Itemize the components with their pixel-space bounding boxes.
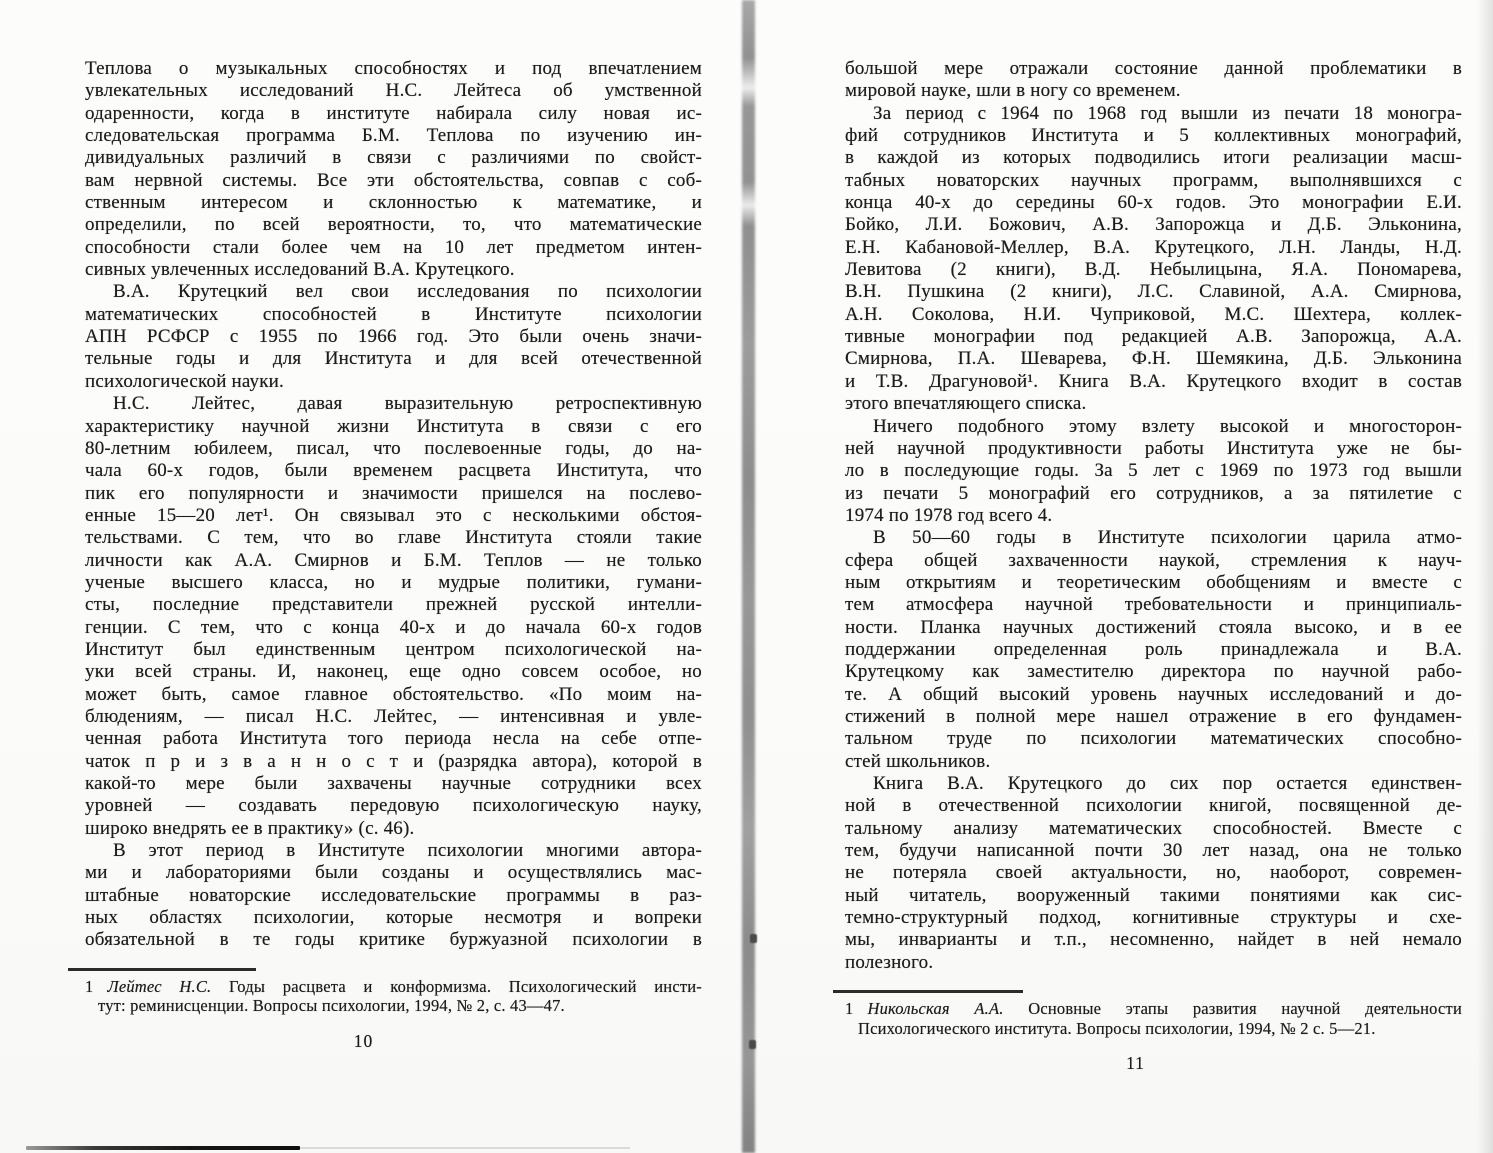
text-line: В этот период в Институте психологии многими автора-: [113, 840, 702, 862]
text-line: темно-структурный подход, когнитивные структуры и схе-: [845, 907, 1462, 929]
text-line: тельствами. С тем, что во главе Института стояли такие: [85, 527, 702, 549]
ink-speck: [749, 1040, 756, 1049]
text-line: и Т.В. Драгуновой¹. Книга В.А. Крутецкого входит в состав: [845, 370, 1462, 392]
text-line: личности как А.А. Смирнов и Б.М. Теплов — не только: [85, 549, 702, 571]
text-line: чала 60-х годов, были временем расцвета Института, что: [85, 460, 702, 482]
page-right-body: [845, 58, 1462, 974]
text-line: генции. С тем, что с конца 40-х и до начала 60-х годов: [85, 616, 702, 638]
footnote-author: Никольская А.А.: [867, 999, 1004, 1019]
text-line: ности. Планка научных достижений стояла высоко, и в ее: [845, 616, 1462, 638]
text-line: ственным интересом и склонностью к математике, и: [85, 192, 702, 214]
text-line: ный читатель, вооруженный такими понятиями как сис-: [845, 884, 1462, 906]
text-line: ной в отечественной психологии книгой, посвященной де-: [845, 795, 1462, 817]
text-line: дивидуальных различий в связи с различиями по свойст-: [85, 147, 702, 169]
text-line: ченная работа Института того периода несла на себе отпе-: [85, 728, 702, 750]
text-line: Смирнова, П.А. Шеварева, Ф.Н. Шемякина, Д.Б. Эльконина: [845, 348, 1462, 370]
text-line: В.А. Крутецкий вел свои исследования по психологии: [113, 281, 702, 303]
footnote-marker: 1: [85, 976, 94, 996]
footnote-author: Лейтес Н.С.: [107, 976, 212, 996]
text-line: следовательская программа Б.М. Теплова по изучению ин-: [85, 125, 702, 147]
text-line: чаток п р и з в а н н о с т и (разрядка автора), которой в: [85, 750, 702, 772]
text-line: сивных увлеченных исследований В.А. Крутецкого.: [85, 259, 515, 281]
text-line: блюдениям, — писал Н.С. Лейтес, — интенсивная и увле-: [85, 705, 702, 727]
text-line: сты, последние представители прежней русской интелли-: [85, 594, 702, 616]
footnote-line: [845, 999, 1462, 1019]
text-line: ученые высшего класса, но и мудрые политики, гумани-: [85, 571, 702, 593]
text-line: не потеряла своей актуальности, но, наоборот, современ-: [845, 862, 1462, 884]
footnote-line: Психологического института. Вопросы психологии, 1994, № 2 с. 5—21.: [858, 1018, 1376, 1038]
text-line: енные 15—20 лет¹. Он связывал это с несколькими обстоя-: [85, 504, 702, 526]
text-line: тем атмосфера научной требовательности и принципиаль-: [845, 594, 1462, 616]
footnote-text: Основные этапы развития научной деятельности: [1003, 999, 1462, 1019]
text-line: штабные новаторские исследовательские программы в раз-: [85, 884, 702, 906]
text-line: Институт был единственным центром психологической на-: [85, 638, 702, 660]
text-line: табных новаторских научных программ, выполнявшихся с: [845, 169, 1462, 191]
text-line: какой-то мере были захвачены научные сотрудники всех: [85, 773, 702, 794]
footnote-text: Годы расцвета и конформизма. Психологический инсти-: [211, 976, 702, 996]
text-line: В 50—60 годы в Институте психологии царила атмо-: [873, 527, 1462, 549]
text-line: увлекательных исследований Н.С. Лейтеса об умственной: [85, 80, 702, 102]
text-line: тальному анализу математических способностей. Вместе с: [845, 817, 1462, 839]
footnote-line: [85, 977, 702, 997]
text-line: Левитова (2 книги), В.Д. Небылицына, Я.А. Пономарева,: [845, 259, 1462, 281]
text-line: ло в последующие годы. За 5 лет с 1969 по 1973 год вышли: [845, 460, 1462, 482]
footnote-rule: [68, 968, 256, 971]
text-line: психологической науки.: [85, 370, 285, 392]
text-line: те. А общий высокий уровень научных исследований и до-: [845, 683, 1462, 705]
text-line: обязательной в те годы критике буржуазной психологии в: [85, 929, 702, 951]
text-line: ных областях психологии, которые несмотря и вопреки: [85, 907, 702, 929]
text-line: тальном труде по психологии математических способно-: [845, 728, 1462, 750]
text-line: Е.Н. Кабановой-Меллер, В.А. Крутецкого, Л.Н. Ланды, Н.Д.: [845, 236, 1462, 258]
text-line: мировой науке, шли в ногу со временем.: [845, 80, 1181, 102]
text-line: Книга В.А. Крутецкого до сих пор остается единствен-: [873, 773, 1462, 794]
text-line: тем, будучи написанной почти 30 лет назад, она не только: [845, 840, 1462, 862]
text-line: тельные годы и для Института и для всей отечественной: [85, 348, 702, 370]
text-line: этого впечатляющего списка.: [845, 393, 1087, 415]
footnote-marker: 1: [845, 999, 854, 1019]
text-line: уки всей страны. И, наконец, еще одно совсем особое, но: [85, 661, 702, 683]
footnote: [845, 990, 1462, 1038]
text-line: Н.С. Лейтес, давая выразительную ретроспективную: [113, 393, 702, 415]
text-line: стижений в полной мере нашел отражение в его фундамен-: [845, 705, 1462, 727]
text-line: За период с 1964 по 1968 год вышли из печати 18 моногра-: [873, 102, 1462, 124]
text-line: уровней — создавать передовую психологическую науку,: [85, 795, 702, 817]
page-right: [845, 58, 1462, 1074]
text-line: Крутецкому как заместителю директора по научной рабо-: [845, 661, 1462, 683]
footnote: [85, 968, 702, 1016]
text-line: широко внедрять ее в практику» (с. 46).: [85, 817, 415, 839]
text-line: ным открытиям и теоретическим обобщениям и вместе с: [845, 571, 1462, 593]
ink-speck: [750, 934, 757, 943]
bottom-edge-line: [26, 1146, 300, 1150]
text-line: мы, инварианты и т.п., несомненно, найдет в ней немало: [845, 929, 1462, 951]
page-left-body: [85, 58, 702, 952]
text-line: В.Н. Пушкина (2 книги), Л.С. Славиной, А.А. Смирнова,: [845, 281, 1462, 303]
text-line: ней научной продуктивности работы Института уже не бы-: [845, 437, 1462, 459]
book-gutter-shadow: [742, 0, 755, 1153]
text-line: одаренности, когда в институте набирала силу новая ис-: [85, 102, 702, 124]
footnote-line: тут: реминисценции. Вопросы психологии, 1994, № 2, с. 43—47.: [98, 996, 565, 1016]
text-line: АПН РСФСР с 1955 по 1966 год. Это были очень значи-: [85, 326, 702, 348]
text-line: стей школьников.: [845, 750, 991, 772]
text-line: большой мере отражали состояние данной проблематики в: [845, 58, 1462, 79]
text-line: тивные монографии под редакцией А.В. Запорожца, А.А.: [845, 326, 1462, 348]
text-line: 1974 по 1978 год всего 4.: [845, 504, 1053, 526]
text-line: пик его популярности и значимости пришелся на послево-: [85, 482, 702, 504]
text-line: конца 40-х до середины 60-х годов. Это монографии Е.И.: [845, 192, 1462, 214]
text-line: сфера общей захваченности наукой, стремления к науч-: [845, 549, 1462, 571]
text-line: из печати 5 монографий его сотрудников, а за пятилетие с: [845, 482, 1462, 504]
footnote-rule: [833, 990, 1023, 993]
text-line: Бойко, Л.И. Божович, А.В. Запорожца и Д.Б. Эльконина,: [845, 214, 1462, 236]
text-line: характеристику научной жизни Института в связи с его: [85, 415, 702, 437]
text-line: Теплова о музыкальных способностях и под впечатлением: [85, 58, 702, 79]
bottom-edge-line-faint: [300, 1147, 630, 1149]
text-line: в каждой из которых подводились итоги реализации масш-: [845, 147, 1462, 169]
page-left: [85, 58, 702, 1052]
page-number: 10: [353, 1030, 374, 1051]
text-line: способности стали более чем на 10 лет предметом интен-: [85, 236, 702, 258]
text-line: поддержании определенная роль принадлежала и В.А.: [845, 638, 1462, 660]
page-number: 11: [1126, 1053, 1145, 1074]
text-line: вам нервной системы. Все эти обстоятельства, совпав с соб-: [85, 169, 702, 191]
text-line: Ничего подобного этому взлету высокой и многосторон-: [873, 415, 1462, 437]
text-line: фий сотрудников Института и 5 коллективных монографий,: [845, 125, 1462, 147]
text-line: ми и лабораториями были созданы и осуществлялись мас-: [85, 862, 702, 884]
text-line: 80-летним юбилеем, писал, что послевоенные годы, до на-: [85, 437, 702, 459]
text-line: определили, по всей вероятности, то, что математические: [85, 214, 702, 236]
text-line: математических способностей в Институте психологии: [85, 303, 702, 325]
text-line: полезного.: [845, 951, 934, 973]
right-edge-shade: [1477, 0, 1493, 1153]
text-line: А.Н. Соколова, Н.И. Чуприковой, М.С. Шехтера, коллек-: [845, 303, 1462, 325]
text-line: может быть, самое главное обстоятельство. «По моим на-: [85, 683, 702, 705]
